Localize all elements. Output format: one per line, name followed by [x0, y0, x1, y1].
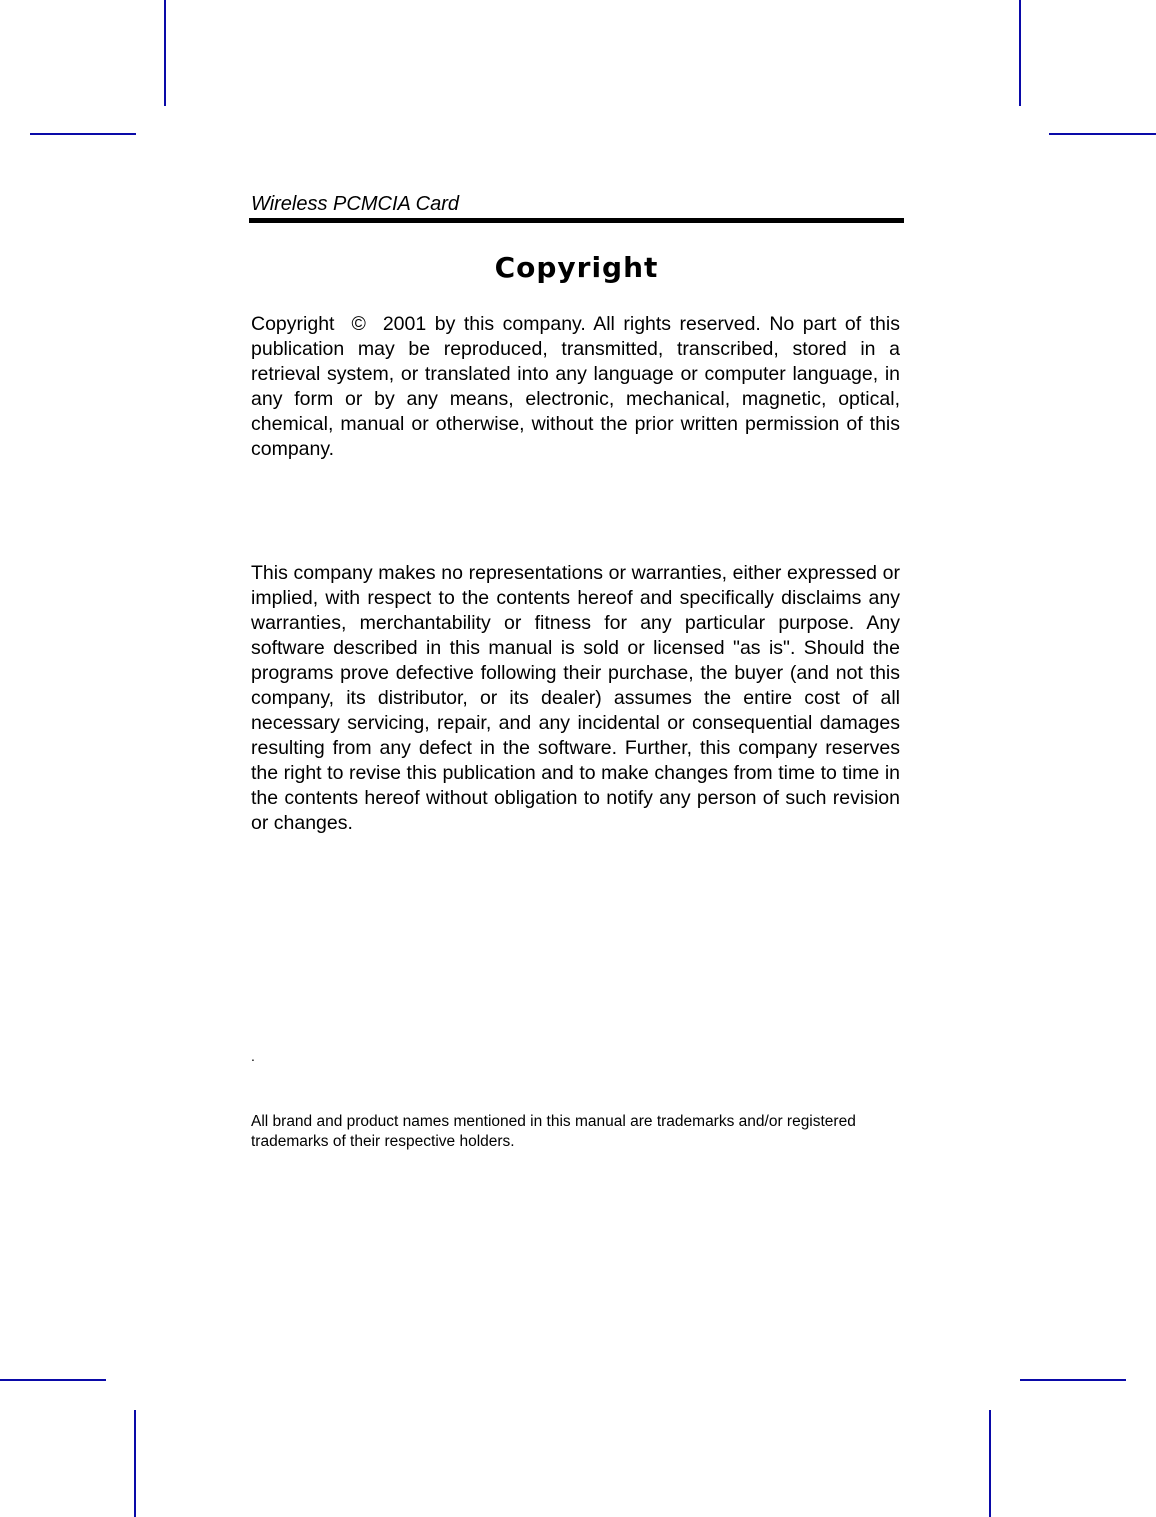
- crop-mark-top-right-horizontal: [1049, 133, 1156, 135]
- trademarks-paragraph: All brand and product names mentioned in this manual are trademarks and/or registered trademarks of their respective holders.: [251, 1113, 856, 1150]
- crop-mark-bottom-left-horizontal: [0, 1379, 106, 1381]
- crop-mark-top-left-horizontal: [30, 133, 136, 135]
- running-header: Wireless PCMCIA Card: [251, 193, 459, 215]
- crop-mark-bottom-right-horizontal: [1020, 1379, 1126, 1381]
- page-title: Copyright: [494, 251, 659, 284]
- crop-mark-bottom-left-vertical: [134, 1410, 136, 1517]
- header-rule: [249, 218, 904, 223]
- disclaimer-paragraph: This company makes no representations or warranties, either expressed or implied, with respect to the contents hereof and specifically disclaims any warranties, merchantability or fitness for any particular purpose. Any software described in this manual is sold or licensed "as is". Should the programs prove defective following their purchase, the buyer (and not this company, its distributor, or its dealer) assumes the entire cost of all necessary servicing, repair, and any incidental or consequential damages resulting from any defect in the software. Further, this company reserves the right to revise this publication and to make changes from time to time in the contents hereof without obligation to notify any person of such revision or changes.: [251, 562, 900, 834]
- crop-mark-top-right-vertical: [1019, 0, 1021, 106]
- crop-mark-bottom-right-vertical: [989, 1410, 991, 1517]
- crop-mark-top-left-vertical: [164, 0, 166, 106]
- copyright-paragraph: Copyright © 2001 by this company. All rights reserved. No part of this publication may be reproduced, transmitted, transcribed, stored in a retrieval system, or translated into any language or computer language, in any form or by any means, electronic, mechanical, magnetic, optical, chemical, manual or otherwise, without the prior written permission of this company.: [251, 313, 900, 460]
- separator-mark: .: [251, 1048, 255, 1064]
